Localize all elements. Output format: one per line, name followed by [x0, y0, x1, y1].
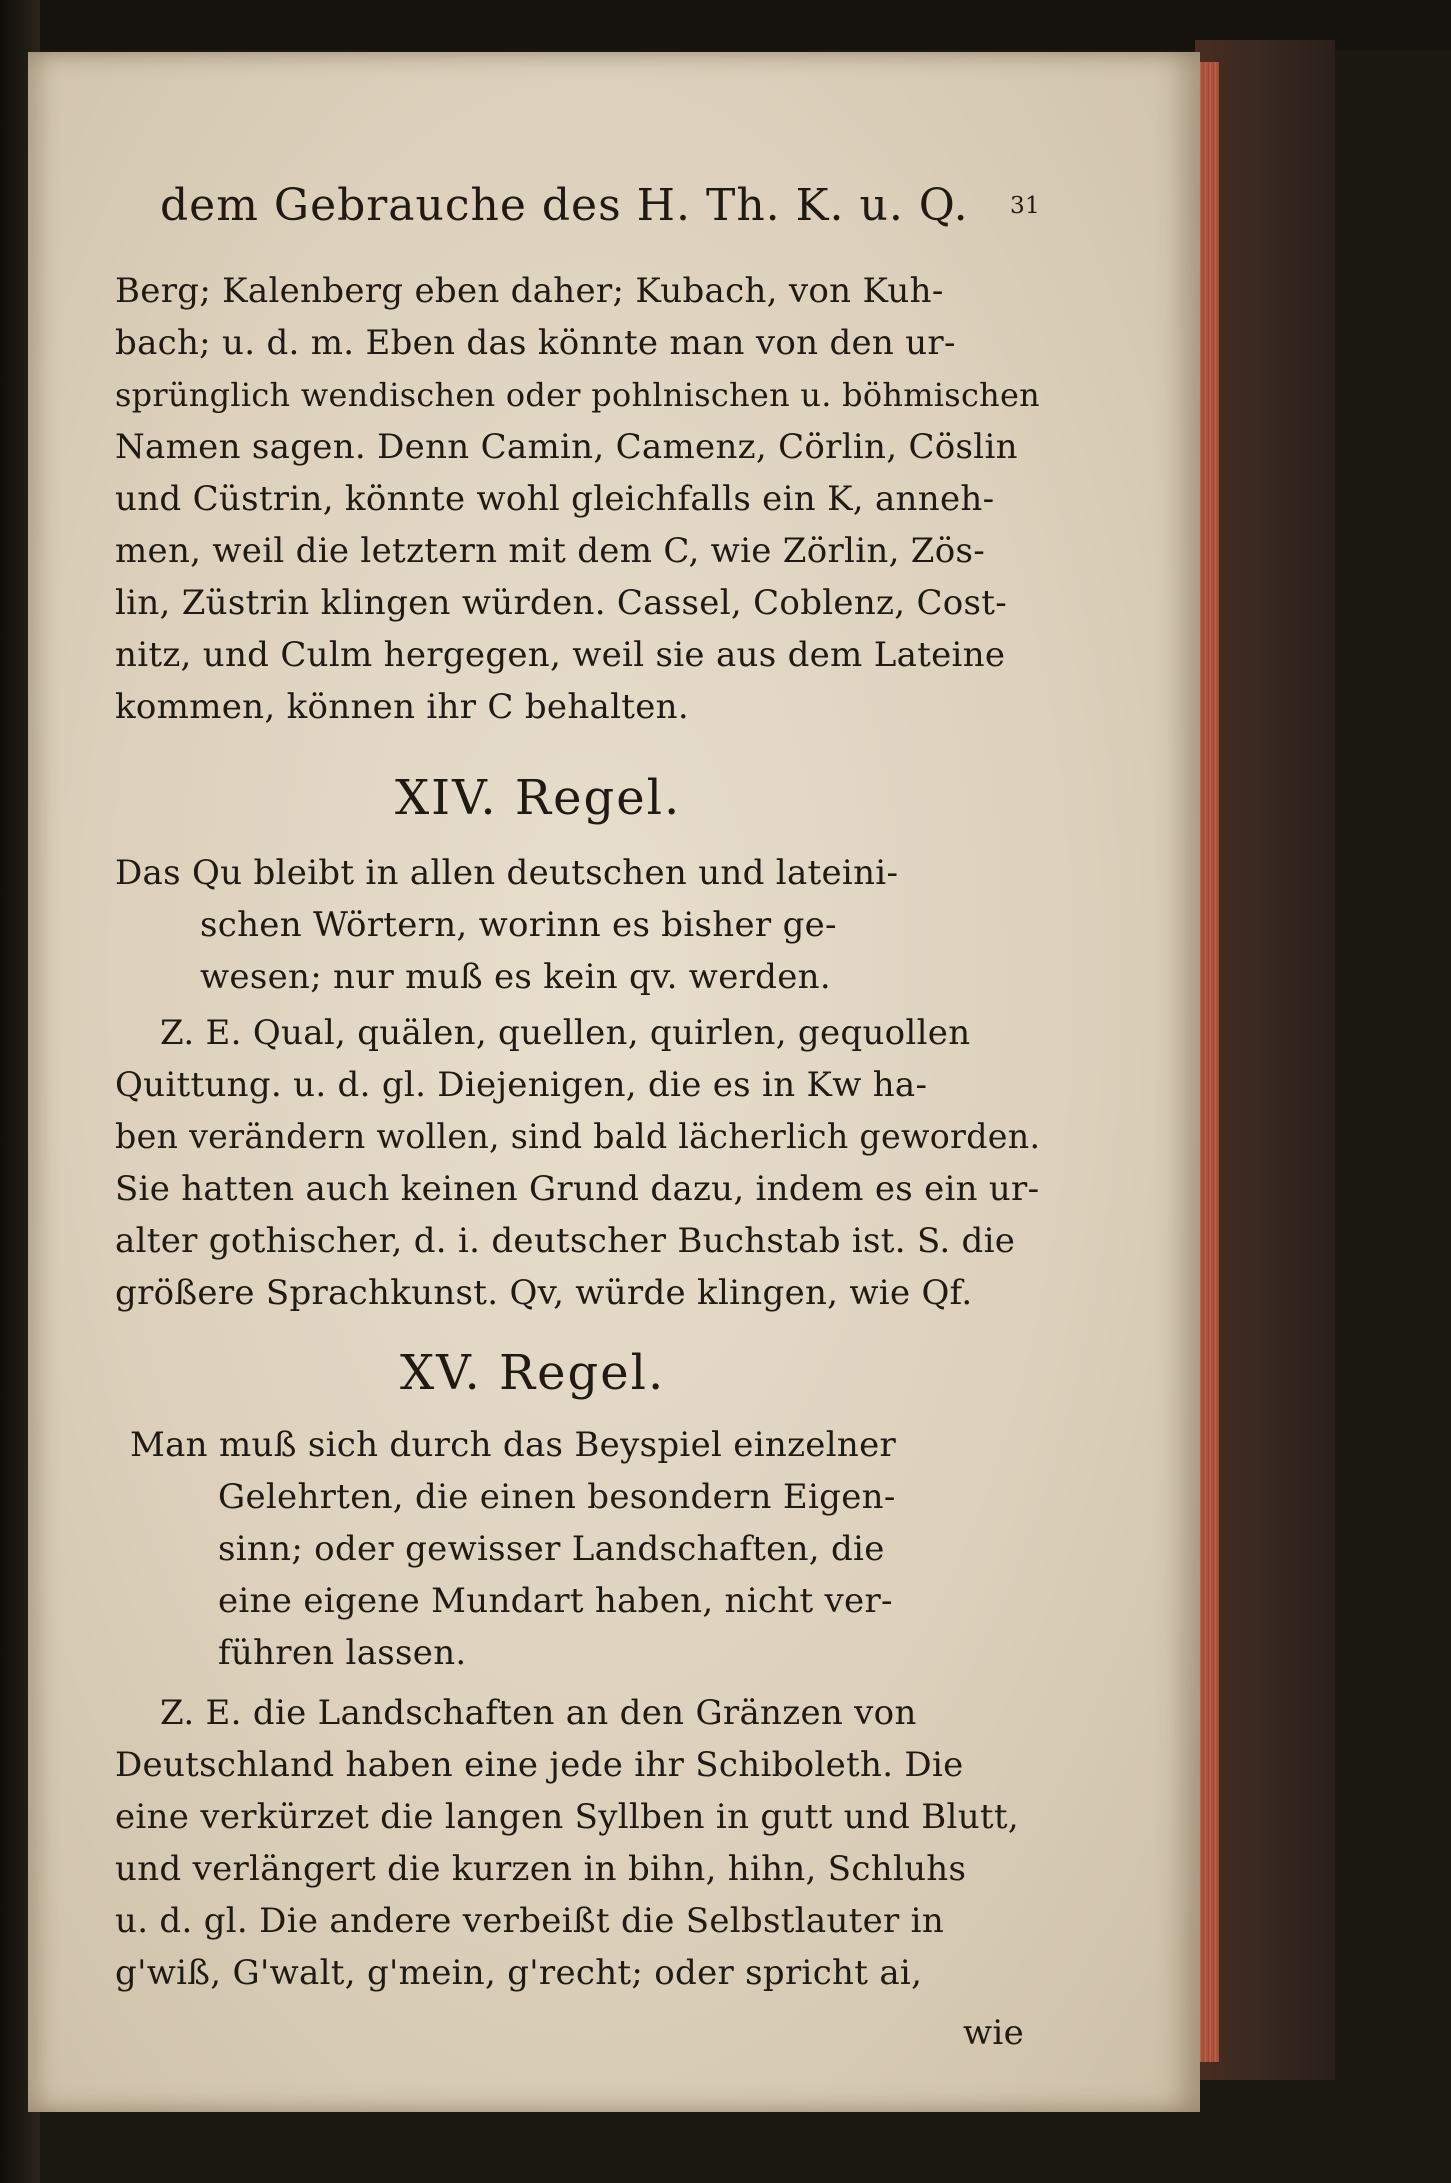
rule-text-line: führen lassen.: [218, 1633, 467, 1673]
page-number: 31: [1010, 193, 1041, 219]
text-line: sprünglich wendischen oder pohlnischen u. böhmischen: [115, 376, 1040, 414]
example-text-line: Sie hatten auch keinen Grund dazu, indem es ein ur-: [115, 1169, 1040, 1209]
page-edges: [1197, 62, 1219, 2062]
example-text-line: Z. E. Qual, quälen, quellen, quirlen, gequollen: [160, 1013, 971, 1053]
example-text-line: g'wiß, G'walt, g'mein, g'recht; oder spricht ai,: [115, 1953, 923, 1993]
running-head: dem Gebrauche des H. Th. K. u. Q.: [160, 180, 969, 231]
text-line: nitz, und Culm hergegen, weil sie aus dem Lateine: [115, 635, 1006, 675]
example-text-line: Quittung. u. d. gl. Diejenigen, die es in Kw ha-: [115, 1065, 928, 1105]
text-line: bach; u. d. m. Eben das könnte man von den ur-: [115, 323, 956, 363]
text-line: Berg; Kalenberg eben daher; Kubach, von Kuh-: [115, 271, 944, 311]
rule-text-line: wesen; nur muß es kein qv. werden.: [200, 957, 831, 997]
catchword: wie: [963, 2013, 1024, 2053]
example-text-line: und verlängert die kurzen in bihn, hihn, Schluhs: [115, 1849, 967, 1889]
example-text-line: ben verändern wollen, sind bald lächerlich geworden.: [115, 1117, 1041, 1156]
text-line: lin, Züstrin klingen würden. Cassel, Coblenz, Cost-: [115, 583, 1008, 623]
rule-text-line: sinn; oder gewisser Landschaften, die: [218, 1529, 885, 1569]
example-text-line: Deutschland haben eine jede ihr Schiboleth. Die: [115, 1745, 964, 1785]
rule-text-line: Gelehrten, die einen besondern Eigen-: [218, 1477, 896, 1517]
text-line: und Cüstrin, könnte wohl gleichfalls ein K, anneh-: [115, 479, 995, 519]
example-text-line: Z. E. die Landschaften an den Gränzen von: [160, 1693, 917, 1733]
section-heading: XIV. Regel.: [395, 770, 682, 826]
rule-text-line: schen Wörtern, worinn es bisher ge-: [200, 905, 837, 945]
text-line: kommen, können ihr C behalten.: [115, 687, 689, 727]
rule-text-line: Man muß sich durch das Beyspiel einzelner: [130, 1425, 897, 1465]
rule-text-line: Das Qu bleibt in allen deutschen und lateini-: [115, 853, 899, 893]
example-text-line: alter gothischer, d. i. deutscher Buchstab ist. S. die: [115, 1221, 1016, 1261]
rule-text-line: eine eigene Mundart haben, nicht ver-: [218, 1581, 893, 1621]
example-text-line: u. d. gl. Die andere verbeißt die Selbstlauter in: [115, 1901, 945, 1941]
example-text-line: eine verkürzet die langen Syllben in gutt und Blutt,: [115, 1797, 1019, 1837]
text-line: men, weil die letztern mit dem C, wie Zörlin, Zös-: [115, 531, 986, 571]
section-heading: XV. Regel.: [400, 1345, 666, 1401]
text-line: Namen sagen. Denn Camin, Camenz, Cörlin, Cöslin: [115, 427, 1018, 467]
example-text-line: größere Sprachkunst. Qv, würde klingen, wie Qf.: [115, 1273, 973, 1313]
